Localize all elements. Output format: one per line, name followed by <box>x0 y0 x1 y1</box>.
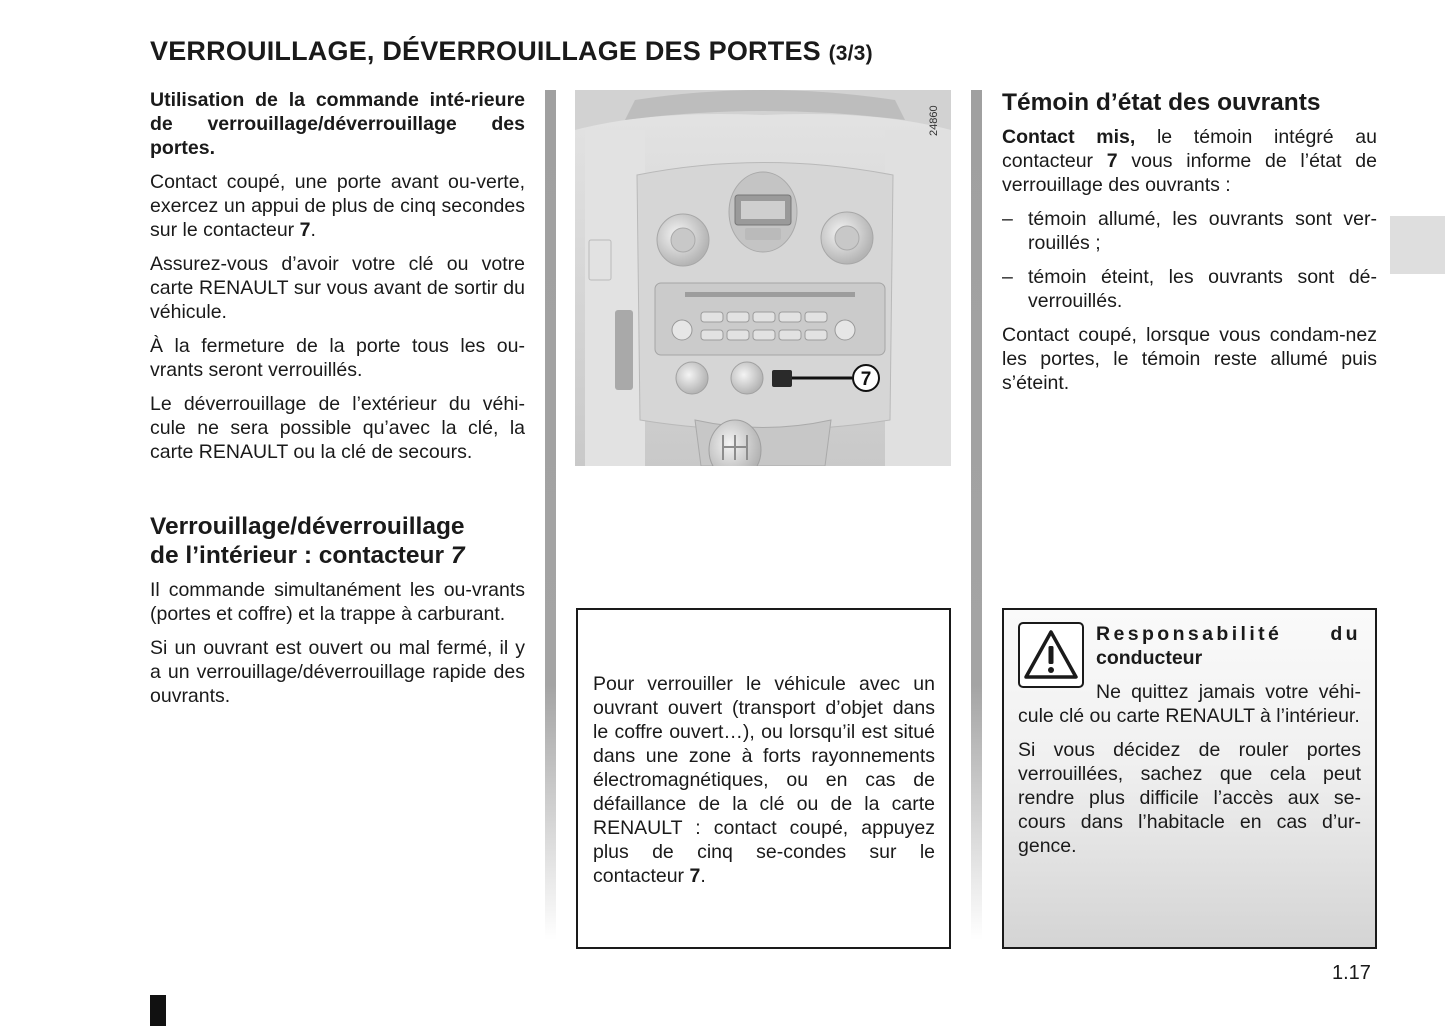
paragraph-closing-door: À la fermeture de la porte tous les ou-vrants seront verrouillés. <box>150 335 525 381</box>
dashboard-photo <box>575 90 951 466</box>
warning-paragraph-locked-driving: Si vous décidez de rouler portes verrouillées, sachez que cela peut rendre plus difficile l’accès aux se-cours dans l’habitacle en cas d’ur-gence. <box>1018 739 1361 857</box>
dashboard-illustration <box>575 90 951 466</box>
section-heading-status-indicator: Témoin d’état des ouvrants <box>1002 89 1321 116</box>
warning-heading-line2: conducteur <box>1096 647 1203 669</box>
figure-reference-number: 24860 <box>928 105 940 136</box>
paragraph-simultaneous-control: Il commande simultanément les ou-vrants (portes et coffre) et la trappe à carburant. <box>150 579 525 625</box>
note-box <box>576 608 951 949</box>
warning-paragraph-keys: Ne quittez jamais votre véhi-cule clé ou carte RENAULT à l’intérieur. <box>1018 681 1361 727</box>
paragraph-contact-off: Contact coupé, lorsque vous condam-nez les portes, le témoin reste allumé puis s’éteint. <box>1002 324 1377 394</box>
warning-heading: Responsabilité du <box>1096 623 1361 645</box>
page-edge-marker <box>150 995 166 1026</box>
callout-label: 7 <box>860 369 872 390</box>
warning-triangle-icon <box>1018 622 1084 688</box>
column-divider-left <box>545 90 556 940</box>
paragraph-contact-on: Contact mis, le témoin intégré au contacteur 7 vous informe de l’état de verrouillage des ouvrants : <box>1002 126 1377 196</box>
paragraph-key-reminder: Assurez-vous d’avoir votre clé ou votre carte RENAULT sur vous avant de sortir du véhicule. <box>150 253 525 323</box>
title-part-indicator: (3/3) <box>828 42 873 65</box>
section-heading-interior-lock: Verrouillage/déverrouillage de l’intérieur : contacteur 7 <box>150 513 465 569</box>
chapter-tab <box>1390 216 1445 274</box>
note-text: Pour verrouiller le véhicule avec un ouvrant ouvert (transport d’objet dans le coffre ouvert…), ou lorsqu’il est situé dans une zone à forts rayonnements électromagnétiques, ou en cas de défaillance de la clé ou de la carte RENAULT : contact coupé, appuyez plus de cinq se-condes sur le contacteur 7. <box>593 673 935 887</box>
page-number: 1.17 <box>1332 962 1371 984</box>
left-column <box>150 88 525 718</box>
paragraph-exterior-unlock: Le déverrouillage de l’extérieur du véhi-cule ne sera possible qu’avec la clé, la carte RENAULT ou la clé de secours. <box>150 393 525 463</box>
paragraph-door-button: Contact coupé, une porte avant ou-verte, exercez un appui de plus de cinq secondes sur le contacteur 7. <box>150 171 525 241</box>
intro-heading: Utilisation de la commande inté-rieure de verrouillage/déverrouillage des portes. <box>150 89 525 159</box>
list-item: – témoin éteint, les ouvrants sont dé-verrouillés. <box>1002 266 1377 312</box>
warning-box <box>1002 608 1377 949</box>
page-title: VERROUILLAGE, DÉVERROUILLAGE DES PORTES (3/3) <box>150 36 873 66</box>
paragraph-quick-lock: Si un ouvrant est ouvert ou mal fermé, il y a un verrouillage/déverrouillage rapide des ouvrants. <box>150 637 525 707</box>
list-item: – témoin allumé, les ouvrants sont ver-rouillés ; <box>1002 208 1377 254</box>
contactor-ref: 7 <box>299 219 311 241</box>
right-column <box>1002 86 1377 405</box>
column-divider-right <box>971 90 982 940</box>
